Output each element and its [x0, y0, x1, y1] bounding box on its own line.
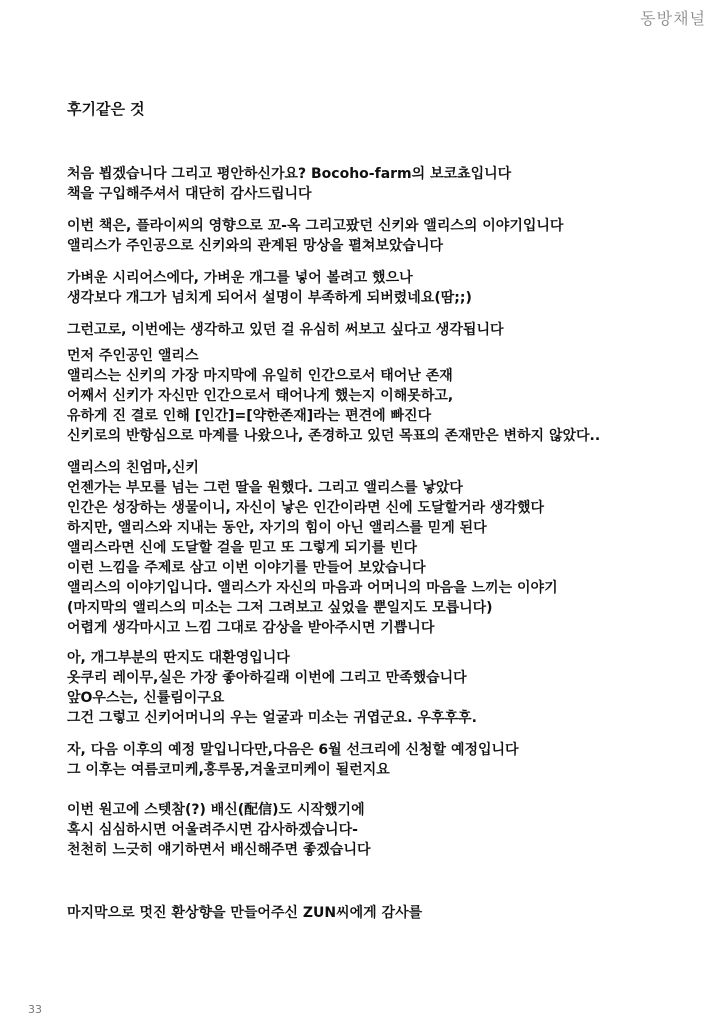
text-line: 신키로의 반항심으로 마계를 나왔으나, 존경하고 있던 목표의 존재만은 변하지 않았다..: [67, 428, 601, 444]
paragraph-thanks: [67, 903, 707, 923]
paragraph-schedule: [67, 740, 707, 780]
text-line: (마지막의 앨리스의 미소는 그저 그려보고 싶었을 뿐일지도 모릅니다): [67, 600, 493, 616]
text-line: 유하게 진 결로 인해 [인간]=[약한존재]라는 편견에 빠진다: [67, 408, 432, 424]
text-line: 책을 구입해주셔서 대단히 감사드립니다: [67, 186, 312, 202]
paragraph-shinki: [67, 458, 707, 638]
text-line: 언젠가는 부모를 넘는 그런 딸을 원했다. 그리고 앨리스를 낳았다: [67, 480, 463, 496]
page-number: 33: [28, 1003, 42, 1016]
text-line: 먼저 주인공인 앨리스: [67, 348, 199, 364]
text-line: 그런고로, 이번에는 생각하고 있던 걸 유심히 써보고 싶다고 생각됩니다: [67, 322, 504, 338]
text-line: 옷쿠리 레이무,실은 가장 좋아하길래 이번에 그리고 만족했습니다: [67, 670, 467, 686]
paragraph-transition: [67, 320, 707, 340]
text-line: 생각보다 개그가 넘치게 되어서 설명이 부족하게 되버렸네요(땀;;): [67, 290, 472, 306]
text-line: 앨리스의 친엄마,신키: [67, 460, 199, 476]
paragraph-intro: [67, 216, 707, 256]
watermark: 동방채널: [640, 9, 706, 28]
text-line: 어째서 신키가 자신만 인간으로서 태어나게 했는지 이해못하고,: [67, 388, 454, 404]
text-line: 이번 책은, 플라이씨의 영향으로 꼬-옥 그리고팠던 신키와 앨리스의 이야기입니다: [67, 218, 564, 234]
paragraph-gags: [67, 648, 707, 728]
paragraph-alice: [67, 346, 707, 446]
text-line: 그건 그렇고 신키어머니의 우는 얼굴과 미소는 귀엽군요. 우후후후.: [67, 710, 477, 726]
text-line: 하지만, 앨리스와 지내는 동안, 자기의 힘이 아닌 앨리스를 믿게 된다: [67, 520, 487, 536]
text-line: 마지막으로 멋진 환상향을 만들어주신 ZUN씨에게 감사를: [67, 905, 423, 921]
text-line: 앨리스라면 신에 도달할 걸을 믿고 또 그렇게 되기를 빈다: [67, 540, 418, 556]
text-line: 이번 원고에 스텟참(?) 배신(配信)도 시작했기에: [67, 802, 365, 818]
text-line: 앞O우스는, 신률림이구요: [67, 690, 225, 706]
text-line: 어렵게 생각마시고 느낌 그대로 감상을 받아주시면 기쁩니다: [67, 620, 435, 636]
text-line: 혹시 심심하시면 어울려주시면 감사하겠습니다-: [67, 822, 358, 838]
text-line: 그 이후는 여름코미케,홍루몽,겨울코미케이 될런지요: [67, 762, 390, 778]
text-line: 앨리스가 주인공으로 신키와의 관계된 망상을 펼쳐보았습니다: [67, 238, 443, 254]
text-line: 처음 뵙겠습니다 그리고 평안하신가요? Bocoho-farm의 보코쵸입니다: [67, 166, 512, 182]
paragraph-greeting: [67, 164, 707, 204]
text-line: 천천히 느긋히 얘기하면서 배신해주면 좋겠습니다: [67, 842, 371, 858]
text-line: 자, 다음 이후의 예정 말입니다만,다음은 6월 선크리에 신청할 예정입니다: [67, 742, 519, 758]
text-line: 이런 느낌을 주제로 삼고 이번 이야기를 만들어 보았습니다: [67, 560, 426, 576]
text-line: 앨리스의 이야기입니다. 앨리스가 자신의 마음과 어머니의 마음을 느끼는 이야기: [67, 580, 558, 596]
text-line: 인간은 성장하는 생물이니, 자신이 낳은 인간이라면 신에 도달할거라 생각했다: [67, 500, 545, 516]
page-title: 후기같은 것: [67, 100, 145, 118]
text-line: 아, 개그부분의 딴지도 대환영입니다: [67, 650, 290, 666]
paragraph-tone: [67, 268, 707, 308]
text-line: 가벼운 시리어스에다, 가벼운 개그를 넣어 볼려고 했으나: [67, 270, 413, 286]
text-line: 앨리스는 신키의 가장 마지막에 유일히 인간으로서 태어난 존재: [67, 368, 453, 384]
paragraph-streaming: [67, 800, 707, 860]
